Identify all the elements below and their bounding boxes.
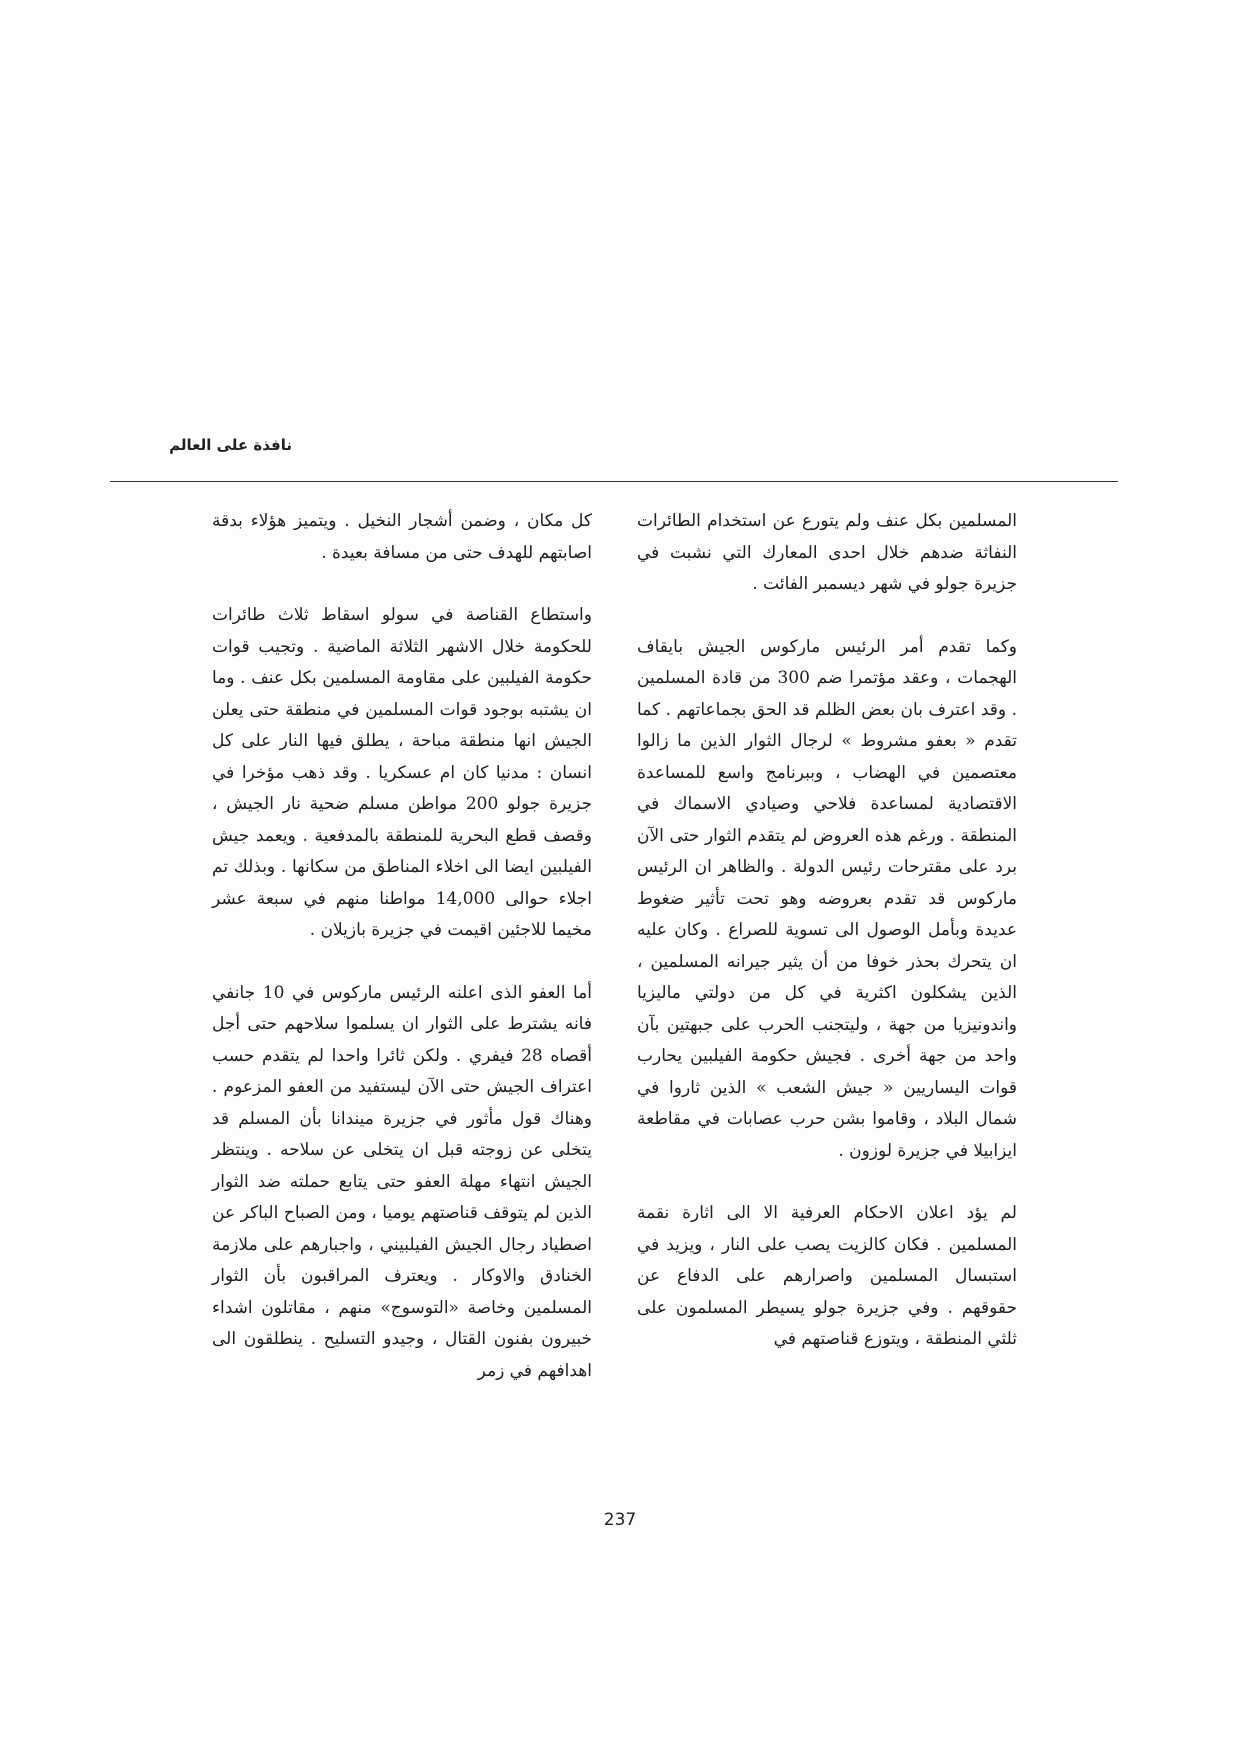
header-rule xyxy=(110,481,1118,482)
paragraph: أما العفو الذى اعلنه الرئيس ماركوس في 10 جانفي فانه يشترط على الثوار ان يسلموا سلاحهم حتى أجل أقصاه 28 فيفري . ولكن ثائرا واحدا لم يتقدم حسب اعتراف الجيش حتى الآن ليستفيد من العفو المزعوم . وهناك قول مأثور في جزيرة ميندانا بأن المسلم قد يتخلى عن زوجته قبل ان يتخلى عن سلاحه . وينتظر الجيش انتهاء مهلة العفو حتى يتابع حملته ضد الثوار الذين لم يتوقف قناصتهم يوميا ، ومن الصباح الباكر عن اصطياد رجال الجيش الفيلبيني ، واجبارهم على ملازمة الخنادق والاوكار . ويعترف المراقبون بأن الثوار المسلمين وخاصة «التوسوج» منهم ، مقاتلون اشداء خبيرون بفنون القتال ، وجيدو التسليح . ينطلقون الى اهدافهم في زمر xyxy=(212,982,592,1381)
paragraph: وكما تقدم أمر الرئيس ماركوس الجيش بايقاف الهجمات ، وعقد مؤتمرا ضم 300 من قادة المسلمين . وقد اعترف بان بعض الظلم قد الحق بجماعاتهم . كما تقدم « بعفو مشروط » لرجال الثوار الذين ما زالوا معتصمين في الهضاب ، وببرنامج واسع للمساعدة الاقتصادية لمساعدة فلاحي وصيادي الاسماك في المنطقة . ورغم هذه العروض لم يتقدم الثوار حتى الآن برد على مقترحات رئيس الدولة . والظاهر ان الرئيس ماركوس قد تقدم بعروضه وهو تحت تأثير ضغوط عديدة وبأمل الوصول الى تسوية للصراع . وكان عليه ان يتحرك بحذر خوفا من أن يثير جيرانه المسلمين ، الذين يشكلون اكثرية في كل من دولتي ماليزيا واندونيزيا من جهة ، وليتجنب الحرب على جبهتين بآن واحد من جهة أخرى . فجيش حكومة الفيلبين يحارب قوات اليساريين « جيش الشعب » الذين ثاروا في شمال البلاد ، وقاموا بشن حرب عصابات في مقاطعة ايزابيلا في جزيرة لوزون . xyxy=(637,636,1017,1161)
text-column-left xyxy=(212,506,592,1387)
paragraph: كل مكان ، وضمن أشجار النخيل . ويتميز هؤلاء بدقة اصابتهم للهدف حتى من مسافة بعيدة . xyxy=(212,511,592,563)
running-header: نافذة على العالم xyxy=(169,436,292,454)
page-number: 237 xyxy=(603,1510,637,1530)
paragraph: واستطاع القناصة في سولو اسقاط ثلاث طائرات للحكومة خلال الاشهر الثلاثة الماضية . وتجيب قوات حكومة الفيلبين على مقاومة المسلمين بكل عنف . وما ان يشتبه بوجود قوات المسلمين في منطقة حتى يعلن الجيش انها منطقة مباحة ، يطلق فيها النار على كل انسان : مدنيا كان ام عسكريا . وقد ذهب مؤخرا في جزيرة جولو 200 مواطن مسلم ضحية نار الجيش ، وقصف قطع البحرية للمنطقة بالمدفعية . ويعمد جيش الفيلبين ايضا الى اخلاء المناطق من سكانها . وبذلك تم اجلاء حوالى 14,000 مواطنا منهم في سبعة عشر مخيما للاجئين اقيمت في جزيرة بازيلان . xyxy=(212,605,592,940)
text-column-right xyxy=(637,506,1017,1356)
paragraph: لم يؤد اعلان الاحكام العرفية الا الى اثارة نقمة المسلمين . فكان كالزيت يصب على النار ، ويزيد في استبسال المسلمين واصرارهم على الدفاع عن حقوقهم . وفي جزيرة جولو يسيطر المسلمون على ثلثي المنطقة ، ويتوزع قناصتهم في xyxy=(637,1203,1017,1349)
paragraph: المسلمين بكل عنف ولم يتورع عن استخدام الطائرات النفاثة ضدهم خلال احدى المعارك التي نشبت في جزيرة جولو في شهر ديسمبر الفائت . xyxy=(637,511,1017,594)
